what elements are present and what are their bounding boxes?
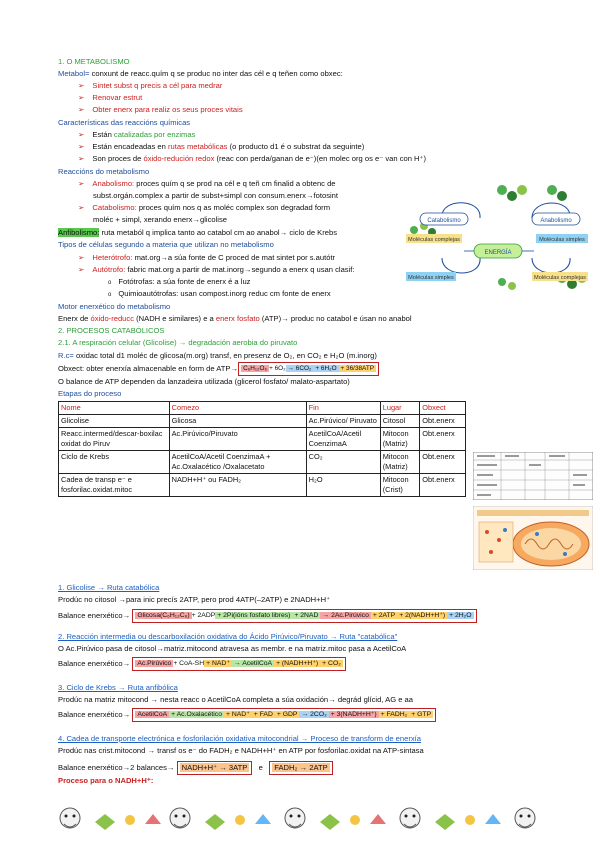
cartoon-figure-icon — [515, 808, 535, 828]
reactions-title: Reaccións do metabolismo — [58, 167, 150, 176]
nadh-equation: NADH+H⁺ → 3ATP — [177, 761, 253, 775]
stages-title: Etapas do proceso — [58, 389, 122, 398]
table-row: Ciclo de Krebs AcetilCoA/Acetil CoenzimaA + Ac.Oxalacético /Oxalacetato CO₂ Mitocon (Matriz) Obt.enerx — [59, 451, 466, 474]
cartoon-figure-icon — [285, 808, 305, 828]
atp-balance-note: O balance de ATP dependen da lanzadeira utilizada (glicerol fosfato/ malato-aspartato) — [58, 377, 350, 386]
catabolism-label: Catabolismo — [427, 218, 461, 224]
summary-table-thumbnail — [473, 452, 593, 500]
cycle-arrow — [532, 258, 570, 273]
krebs-balance: Balance enerxético→ AcetilCoA + Ac.Oxalacético + NAD⁺ + FAD + GDP → 2CO₂ + 3(NADH+H⁺) + FADH₂ + GTP — [58, 708, 436, 722]
objective-2: ➢ Renovar estrut — [58, 92, 142, 103]
autotroph-line: ➢ Autótrofo: fabric mat.org a partir de mat.inorg→segundo a enerx q usan clasif: — [58, 264, 355, 275]
table-row: Cadea de transp e⁻ e fosforilac.oxidat.mitoc NADH+H⁺ ou FADH₂ H₂O Mitocon (Crist) Obt.enerx — [59, 474, 466, 497]
nadh-process-title: Proceso para o NADH+H⁺: — [58, 776, 154, 785]
anfibolism-line: Anfibolismo: ruta metaból q implica tanto ao catabol cm ao anabol→ ciclo de Krebs — [58, 228, 338, 237]
characteristic-2: ➢ Están encadeadas en rutas metabólicas (o producto d1 é o substrat da seguinte) — [58, 141, 364, 152]
catabolism-line2: moléc + simpl, xerando enerx→glicolise — [93, 215, 228, 224]
leaf-sparkle-icon — [435, 814, 501, 830]
objective-1: ➢ Sintet subst q precis a cél para medrar — [58, 80, 222, 91]
pyruvate-oxidation-title: 2. Reacción intermedia ou descarboxilación oxidativa do Ácido Pirúvico/Piruvato → Ruta "catabólica" — [58, 632, 398, 641]
leaf-sparkle-icon — [205, 814, 271, 830]
objective-3: ➢ Obter enerx para realiz os seus proces vitais — [58, 104, 243, 115]
phototroph-line: o Fotótrofas: a súa fonte de enerx é a luz — [58, 276, 250, 289]
respiration-equation: C₆H₁₂O₆ + 6O₂ → 6CO₂ + 6H₂O + 36/38ATP — [238, 362, 379, 376]
table-row: Glicolise Glicosa Ac.Pirúvico/ Piruvato Citosol Obt.enerx — [59, 415, 466, 428]
characteristic-1: ➢ Están catalizadas por enzimas — [58, 129, 195, 140]
catabolism-line1: ➢ Catabolismo: proces quím nos q as moléc complex son degradad form — [58, 202, 330, 213]
mitochondria-illustration — [473, 506, 593, 570]
cartoon-figure-icon — [400, 808, 420, 828]
krebs-title: 3. Ciclo de Krebs → Ruta anfibólica — [58, 683, 178, 692]
leaf-sparkle-icon — [320, 814, 386, 830]
glycolysis-balance: Balance enerxético→ Glicosa(C₆H₁₂C₆) + 2ADP + 2Pi(ións fosfato libres) + 2NAD → 2Ac.Pirúvico + 2ATP + 2(NADH+H⁺) + 2H₂O — [58, 609, 477, 623]
objective-line: Obxect: obter enerxía almacenable en form de ATP→ C₆H₁₂O₆ + 6O₂ → 6CO₂ + 6H₂O + 36/38ATP — [58, 362, 379, 376]
cartoon-figure-icon — [170, 808, 190, 828]
krebs-equation: AcetilCoA + Ac.Oxalacético + NAD⁺ + FAD + GDP → 2CO₂ + 3(NADH+H⁺) + FADH₂ + GTP — [132, 708, 436, 722]
section-2-1-title: 2.1. A respiración celular (Glicolise) → degradación aerobia do piruvato — [58, 338, 298, 347]
anabolism-label: Anabolismo — [540, 218, 572, 224]
characteristic-3: ➢ Son proces de óxido-redución redox (reac con perda/ganan de e⁻)(en molec org os e⁻ van con H⁺) — [58, 153, 426, 164]
simple-molecules-right-label: Moléculas simples — [539, 237, 585, 243]
electron-transport-balance: Balance enerxético→2 balances→ NADH+H⁺ → 3ATP e FADH₂ → 2ATP — [58, 761, 333, 775]
simple-molecules-left-label: Moléculas simples — [408, 275, 454, 281]
molecule-icon — [497, 185, 567, 201]
metabolism-definition: Metabol= conxunt de reacc.quím q se produc no inter das cél e q teñen como obxec: — [58, 69, 343, 78]
cell-types-title: Tipos de células segundo a materia que utilizan no metabolismo — [58, 240, 274, 249]
motor-title: Motor enerxético do metabolismo — [58, 302, 171, 311]
glycolysis-text: Prodúc no citosol →para inic precís 2ATP, pero prod 4ATP(–2ATP) e 2NADH+H⁺ — [58, 595, 331, 604]
characteristics-title: Características das reaccións químicas — [58, 118, 191, 127]
krebs-text: Prodúc na matriz mitocond → nesta reacc o AcetilCoA completa a súa oxidación→ degrád glícid, AG e aa — [58, 695, 413, 704]
table-header-row: Nome Comezo Fin Lugar Obxect — [59, 402, 466, 415]
pyruvate-oxidation-equation: Ac.Pirúvico + CoA-SH + NAD⁺ → AcetilCoA + (NADH+H⁺) + CO₂ — [132, 657, 346, 671]
anabolism-line1: ➢ Anabolismo: proces quím q se prod na cél e q teñ cm finalid a obtenc de — [58, 178, 336, 189]
stages-table — [58, 401, 466, 497]
chemoautotroph-line: o Quimioautótrofas: usan compost.inorg reduc cm fonte de enerx — [58, 288, 331, 301]
pyruvate-oxidation-balance: Balance enerxético→ Ac.Pirúvico + CoA-SH + NAD⁺ → AcetilCoA + (NADH+H⁺) + CO₂ — [58, 657, 346, 671]
fadh2-equation: FADH₂ → 2ATP — [269, 761, 332, 775]
glycolysis-equation: Glicosa(C₆H₁₂C₆) + 2ADP + 2Pi(ións fosfato libres) + 2NAD → 2Ac.Pirúvico + 2ATP + 2(NADH+H⁺) + 2H₂O — [132, 609, 476, 623]
heterotroph-line: ➢ Heterótrofo: mat.org→a súa fonte de C proced de mat sintet por s.autótr — [58, 252, 335, 263]
pyruvate-oxidation-text: O Ac.Pirúvico pasa de citosol→matriz.mitocond atravesa as membr. e na matriz.mitoc pasa a AcetilCoA — [58, 644, 407, 653]
energy-label: ENERGÍA — [484, 250, 512, 256]
cycle-arrow — [442, 258, 480, 273]
complex-molecules-right-label: Moléculas complejas — [534, 275, 586, 281]
motor-line: Enerx de óxido-reducc (NADH e similares) e a enerx fosfato (ATP)→ produc no catabol e úsan no anabol — [58, 314, 412, 323]
complex-molecules-left-label: Moléculas complejas — [408, 237, 460, 243]
table-row: Reacc.intermed/descar-boxilac oxidat do Piruv Ac.Pirúvico/Piruvato AcetilCoA/Acetil CoenzimaA Mitocon (Matriz) Obt.enerx — [59, 428, 466, 451]
glycolysis-title: 1. Glicolise → Ruta catabólica — [58, 583, 160, 592]
decorative-border — [50, 800, 550, 840]
leaf-sparkle-icon — [95, 814, 161, 830]
electron-transport-text: Prodúc nas crist.mitocond → transf os e⁻ do FADH₂ e NADH+H⁺ en ATP por fosforilac.oxidat na ATP-sintasa — [58, 746, 424, 755]
section-2-title: 2. PROCESOS CATABÓLICOS — [58, 326, 165, 335]
electron-transport-title: 4. Cadea de transporte electrónica e fosforilación oxidativa mitocondrial → Proceso de transform de enerxía — [58, 734, 422, 743]
metabolism-diagram — [402, 178, 592, 298]
respiration-definition: R.c= oxidac total d1 moléc de glicosa(m.org) transf, en presenz de O₂, en CO₂ e H₂O (m.inorg) — [58, 351, 377, 360]
section-1-title: 1. O METABOLISMO — [58, 57, 130, 66]
anabolism-line2: subst.orgán.complex a partir de subst+simpl con consum.enerx→fotosint — [93, 191, 339, 200]
cartoon-figure-icon — [60, 808, 80, 828]
